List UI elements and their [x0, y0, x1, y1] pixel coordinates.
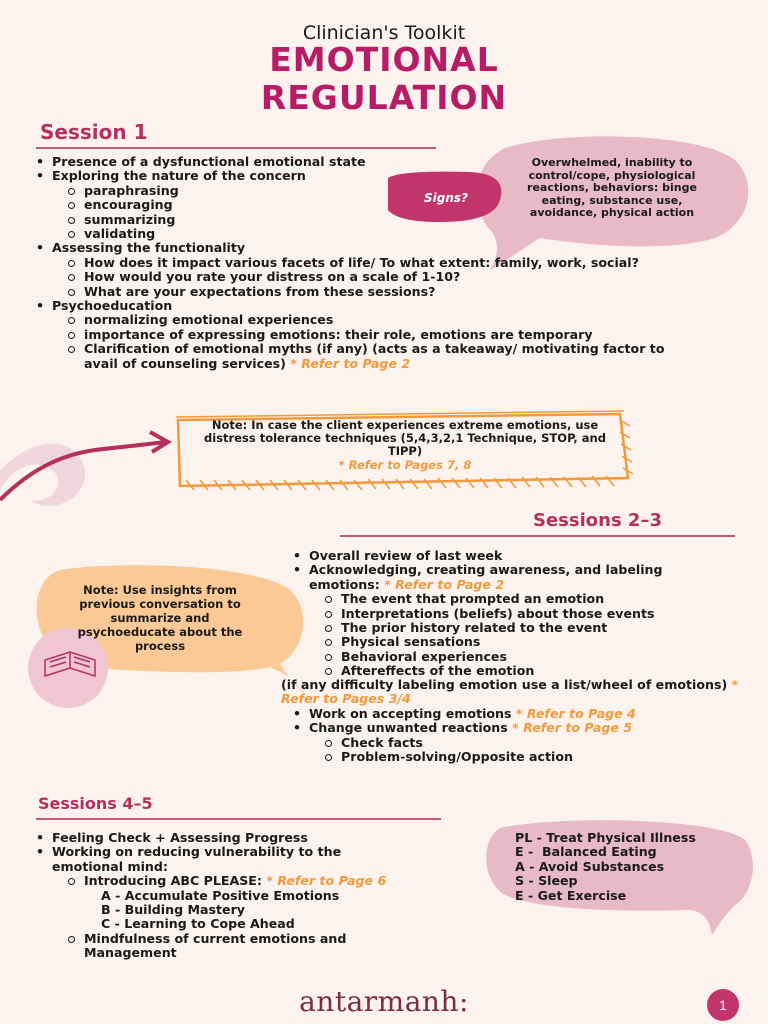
please-item: A - Avoid Substances: [515, 858, 665, 874]
page-reference: * Refer to Page 2: [290, 355, 411, 371]
session45-heading: Sessions 4–5: [38, 794, 153, 813]
please-list: [515, 831, 745, 903]
please-item: PL - Treat Physical Illness: [515, 830, 696, 845]
session23-list: [287, 549, 732, 679]
sub-list-item: The prior history related to the event: [287, 621, 732, 635]
sub-list-item: encouraging: [30, 198, 720, 212]
distress-note: Note: In case the client experiences extreme emotions, use distress tolerance techniques (5,4,3,2,1 Technique, STOP, and TIPP) * Refer to Pages 7, 8: [204, 418, 606, 472]
sub-list-item: Check facts: [287, 736, 737, 750]
please-item: E - Get Exercise: [515, 887, 627, 903]
signs-description: Overwhelmed, inability to control/cope, physiological reactions, behaviors: binge eating, substance use, avoidance, physical action: [527, 156, 697, 220]
session45-list: [30, 831, 470, 961]
sub-list-item: Physical sensations: [287, 635, 732, 649]
insights-note: Note: Use insights from previous conversation to summarize and psychoeducate about the process: [77, 583, 243, 653]
list-item: • Psychoeducation: [30, 299, 720, 313]
sub-list-item: What are your expectations from these sessions?: [30, 285, 720, 299]
sub-list-item: summarizing: [30, 213, 720, 227]
page-number: 1: [707, 989, 739, 1021]
list-item: • Overall review of last week: [287, 549, 732, 563]
list-item: • Change unwanted reactions * Refer to Page 5: [287, 721, 737, 735]
please-item: E - Balanced Eating: [515, 844, 657, 860]
sub-list-item: validating: [30, 227, 720, 241]
sub-list-item: Mindfulness of current emotions and Management: [30, 932, 424, 961]
session23-list-continued: [287, 707, 737, 765]
sub-list-item: Interpretations (beliefs) about those events: [287, 607, 732, 621]
list-item: • Presence of a dysfunctional emotional state: [30, 155, 720, 169]
page-reference: * Refer to Page 2: [384, 576, 505, 592]
sub-list-item: Problem-solving/Opposite action: [287, 750, 737, 764]
list-item: • Feeling Check + Assessing Progress: [30, 831, 470, 845]
session23-heading: Sessions 2–3: [533, 510, 662, 531]
list-item: • Working on reducing vulnerability to the emotional mind:: [30, 845, 402, 874]
emotion-wheel-note: (if any difficulty labeling emotion use a list/wheel of emotions) * Refer to Pages 3/4: [281, 677, 739, 707]
sub-list-item: Introducing ABC PLEASE: * Refer to Page 6: [30, 874, 470, 888]
sub-list-item: How would you rate your distress on a scale of 1-10?: [30, 270, 720, 284]
sub-list-item: normalizing emotional experiences: [30, 313, 720, 327]
page-reference: * Refer to Page 4: [515, 706, 636, 721]
sub-list-item: Behavioral experiences: [287, 650, 732, 664]
session1-heading: Session 1: [40, 120, 148, 144]
sub-list-item: importance of expressing emotions: their role, emotions are temporary: [30, 328, 720, 342]
page-reference: * Refer to Page 6: [266, 873, 387, 889]
session45-divider: [36, 818, 441, 820]
sub-list-item: The event that prompted an emotion: [287, 592, 732, 606]
page-title-line2: REGULATION: [260, 78, 508, 117]
list-item: • Work on accepting emotions * Refer to Page 4: [287, 707, 737, 721]
page-reference: * Refer to Page 5: [512, 720, 633, 736]
please-item: S - Sleep: [515, 873, 578, 889]
session1-divider: [36, 147, 436, 149]
list-item: • Exploring the nature of the concern: [30, 169, 720, 183]
abc-item: A - Accumulate Positive Emotions: [101, 887, 340, 903]
list-item: • Acknowledging, creating awareness, and labeling emotions: * Refer to Page 2: [287, 563, 732, 592]
sub-list-item: paraphrasing: [30, 184, 720, 198]
abc-item: B - Building Mastery: [101, 902, 245, 918]
page-reference: * Refer to Pages 3/4: [281, 677, 739, 707]
toolkit-subtitle: Clinician's Toolkit: [302, 22, 466, 44]
abc-item: C - Learning to Cope Ahead: [101, 916, 295, 932]
session23-divider: [340, 535, 735, 537]
brand-logo: antarmanh:: [299, 985, 469, 1018]
sub-list-item: How does it impact various facets of life/ To what extent: family, work, social?: [30, 256, 714, 270]
sub-list-item: Clarification of emotional myths (if any) (acts as a takeaway/ motivating factor to avail of counseling services) * Refer to Page 2: [30, 342, 674, 371]
signs-label: Signs?: [424, 191, 468, 205]
sub-list-item: Aftereffects of the emotion: [287, 664, 732, 678]
page-title-line1: EMOTIONAL: [269, 40, 499, 79]
list-item: • Assessing the functionality: [30, 241, 720, 255]
